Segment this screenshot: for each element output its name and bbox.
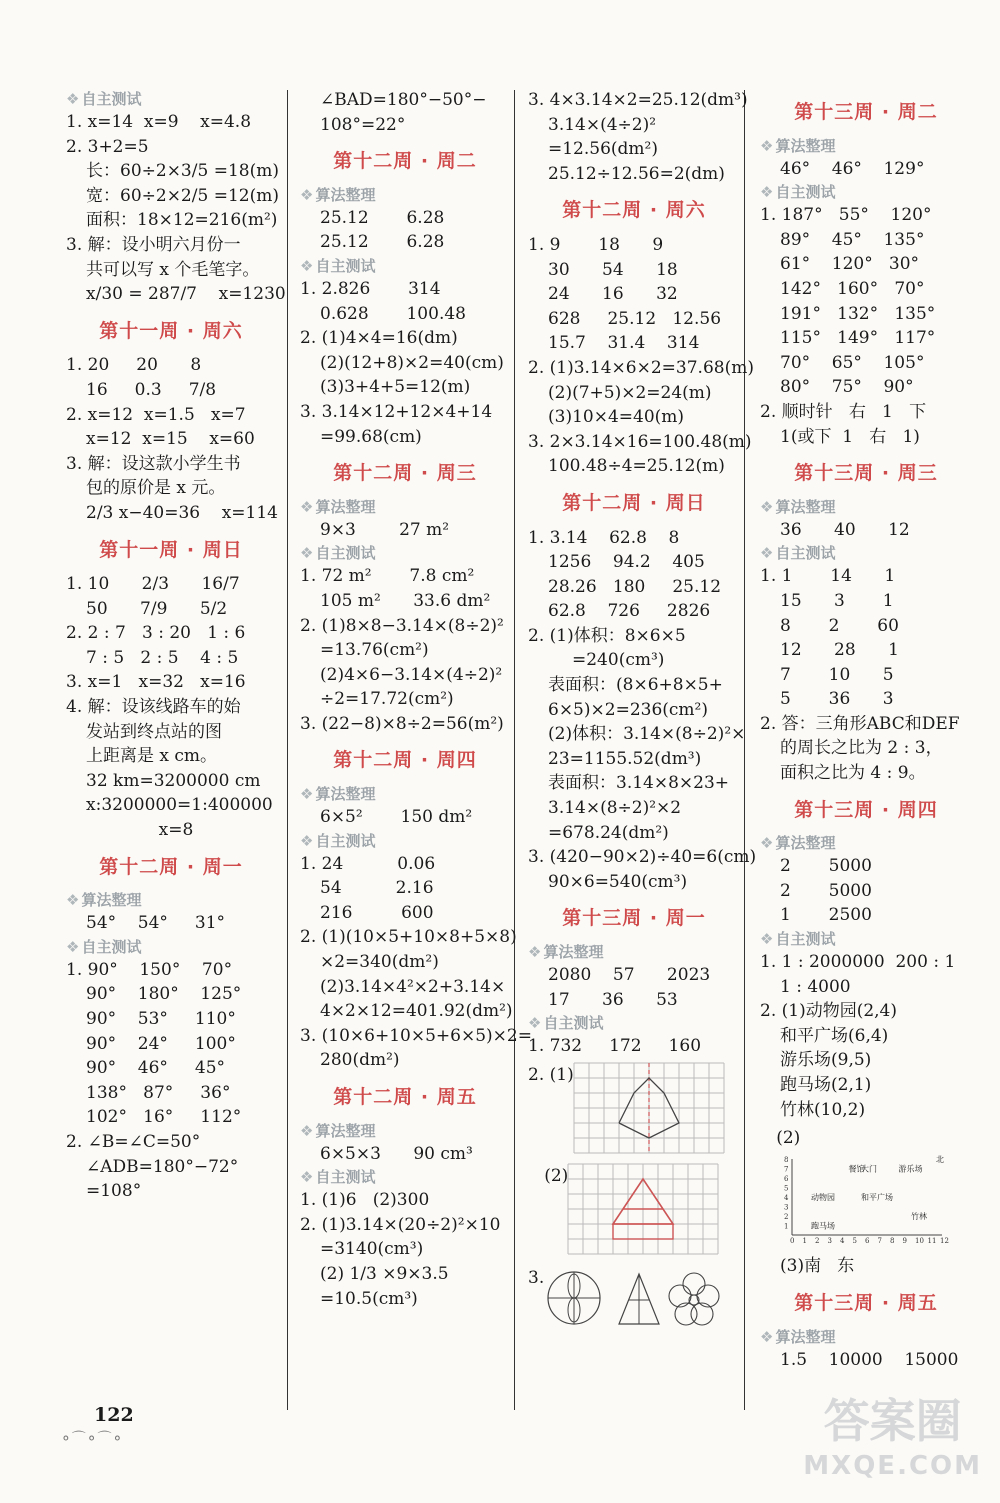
answer-line: 1.5 10000 15000	[780, 1349, 959, 1370]
subsection-label-text: 自主测试	[81, 937, 142, 956]
answer-line: 3. 3.14×12+12×4+14	[300, 401, 493, 422]
subsection-label	[760, 832, 972, 854]
column-divider	[514, 90, 515, 1410]
svg-text:11: 11	[927, 1236, 937, 1245]
subsection-label	[760, 542, 972, 564]
figure-box	[544, 1266, 724, 1340]
subsection-label-text: 自主测试	[543, 1014, 604, 1033]
answer-column-2	[300, 88, 532, 1311]
answer-line: 2. 3+2=5	[66, 136, 149, 157]
section-heading: 第十二周 · 周日	[562, 491, 706, 514]
answer-line: 3.14×(4÷2)²	[548, 114, 657, 135]
answer-line: 280(dm²)	[320, 1050, 400, 1071]
answer-line: 的周长之比为 2 : 3，	[780, 738, 943, 759]
answer-line: 3. 2×3.14×16=100.48(m)	[528, 431, 752, 452]
svg-text:5: 5	[852, 1236, 857, 1245]
map-label: 大门	[861, 1164, 877, 1174]
answer-column-4	[760, 88, 972, 1372]
answer-line: 102° 16° 112°	[86, 1107, 242, 1128]
section-heading: 第十二周 · 周四	[333, 749, 477, 772]
answer-line: =10.5(cm³)	[320, 1288, 418, 1309]
svg-text:1: 1	[784, 1222, 789, 1231]
answer-line: 30 54 18	[548, 259, 678, 280]
answer-line: 2. (1)8×8−3.14×(8÷2)²	[300, 615, 504, 636]
answer-line: 1(或下 1 右 1)	[780, 426, 920, 447]
answer-line: 28.26 180 25.12	[548, 576, 722, 597]
answer-line: 216 600	[320, 902, 434, 923]
answer-line: 5 36 3	[780, 689, 894, 710]
answer-line: 54 2.16	[320, 878, 434, 899]
subsection-label	[300, 783, 510, 805]
svg-text:5: 5	[784, 1184, 789, 1193]
answer-line: 12 28 1	[780, 640, 899, 661]
subsection-label-text: 算法整理	[315, 1121, 376, 1140]
figure-box	[760, 1151, 949, 1251]
answer-line: 2. 2 : 7 3 : 20 1 : 6	[66, 623, 246, 644]
svg-text:0: 0	[790, 1236, 795, 1245]
answer-line: 2 5000	[780, 856, 872, 877]
subsection-label	[760, 181, 972, 203]
subsection-label-text: 算法整理	[775, 497, 836, 516]
answer-line: 3. 解：设这款小学生书	[66, 453, 241, 474]
svg-text:10: 10	[915, 1236, 924, 1245]
answer-line: 16 0.3 7/8	[86, 379, 217, 400]
answer-line: 长：60÷2×3/5 =18(m)	[86, 161, 279, 182]
subsection-label	[760, 1326, 972, 1348]
map-label: 游乐场	[898, 1164, 923, 1174]
answer-line: 115° 149° 117°	[780, 328, 936, 349]
diamond-bullet-icon: ❖	[66, 891, 80, 910]
svg-text:3: 3	[827, 1236, 832, 1245]
answer-line: x:3200000=1:400000	[86, 795, 273, 816]
subsection-label-text: 自主测试	[315, 831, 376, 850]
section-heading: 第十三周 · 周二	[794, 101, 938, 123]
answer-line: (3)10×4=40(m)	[548, 407, 685, 428]
answer-column-3	[528, 88, 757, 1344]
svg-text:7: 7	[784, 1165, 789, 1174]
answer-line: 2. x=12 x=1.5 x=7	[66, 404, 246, 425]
answer-line: 1. 187° 55° 120°	[760, 205, 932, 226]
answer-line: 面积：18×12=216(m²)	[86, 210, 278, 231]
subsection-label-text: 算法整理	[81, 891, 142, 910]
diamond-bullet-icon: ❖	[760, 497, 774, 516]
subsection-label	[66, 936, 276, 958]
subsection-label-text: 自主测试	[775, 930, 836, 949]
answer-line: 包的原价是 x 元。	[86, 478, 226, 499]
page-number: 122	[94, 1404, 134, 1426]
answer-line: 1. 1 : 2000000 200 : 1	[760, 952, 956, 973]
svg-text:7: 7	[877, 1236, 882, 1245]
answer-line: 1. 732 172 160	[528, 1036, 702, 1057]
answer-line: 4×2×12=401.92(dm²)	[320, 1001, 513, 1022]
section-heading: 第十二周 · 周五	[333, 1086, 477, 1108]
subsection-label-text: 自主测试	[81, 90, 142, 108]
diamond-bullet-icon: ❖	[300, 497, 314, 516]
answer-line: 36 40 12	[780, 519, 910, 540]
answer-line: 90° 180° 125°	[86, 984, 242, 1005]
answer-line: 2080 57 2023	[548, 965, 711, 985]
watermark-logo	[803, 1385, 982, 1481]
figure-answer-label: (2)	[528, 1166, 569, 1187]
diamond-bullet-icon: ❖	[528, 1014, 542, 1033]
answer-line: 1. 1 14 1	[760, 566, 896, 587]
answer-line: 1. 2.826 314	[300, 278, 441, 299]
answer-line: 25.12 6.28	[320, 207, 445, 228]
answer-line: ×2=340(dm²)	[320, 952, 439, 973]
answer-line: 80° 75° 90°	[780, 377, 914, 398]
subsection-label	[300, 496, 510, 518]
answer-line: 90° 53° 110°	[86, 1009, 236, 1029]
answer-line: (2) 1/3 ×9×3.5	[320, 1263, 449, 1284]
subsection-label-text: 算法整理	[543, 943, 604, 961]
answer-line: 9×3 27 m²	[320, 519, 450, 540]
diamond-bullet-icon: ❖	[300, 831, 314, 850]
subsection-label	[300, 1120, 510, 1142]
answer-line: 24 16 32	[548, 284, 678, 305]
subsection-label	[528, 941, 740, 963]
answer-line: =108°	[86, 1181, 142, 1202]
answer-line: 1256 94.2 405	[548, 552, 705, 573]
subsection-label-text: 算法整理	[775, 834, 836, 853]
section-heading: 第十二周 · 周三	[333, 462, 477, 485]
svg-text:6: 6	[865, 1236, 870, 1245]
answer-line: (3)南 东	[780, 1256, 855, 1277]
answer-line: 138° 87° 36°	[86, 1082, 231, 1103]
answer-line: ∠BAD=180°−50°−	[320, 90, 487, 110]
figure-answer-label: 3.	[528, 1267, 545, 1288]
answer-line: 15 3 1	[780, 590, 894, 611]
answer-line: 50 7/9 5/2	[86, 598, 228, 619]
svg-text:2: 2	[815, 1236, 820, 1245]
svg-text:4: 4	[784, 1193, 789, 1202]
svg-text:9: 9	[902, 1236, 907, 1245]
answer-line: 1. 3.14 62.8 8	[528, 527, 680, 548]
answer-line: 1. (1)6 (2)300	[300, 1190, 430, 1211]
section-heading: 第十二周 · 周二	[333, 150, 477, 173]
subsection-label	[300, 830, 510, 852]
answer-line: 1. 72 m² 7.8 cm²	[300, 566, 475, 587]
figure-answer	[528, 1164, 740, 1262]
figure-answer	[760, 1126, 972, 1250]
answer-line: 2. (1)动物园(2,4)	[760, 1001, 898, 1022]
answer-line: 90° 24° 100°	[86, 1033, 236, 1054]
answer-line: 1. 24 0.06	[300, 853, 436, 874]
answer-line: 游乐场(9,5)	[780, 1050, 872, 1071]
answer-line: 1. 20 20 8	[66, 355, 202, 376]
answer-line: (2)体积：3.14×(8÷2)²×	[548, 724, 746, 745]
answer-line: 32 km=3200000 cm	[86, 770, 261, 791]
answer-line: ÷2=17.72(cm²)	[320, 689, 454, 710]
answer-line: 2. (1)4×4=16(dm)	[300, 328, 458, 349]
answer-line: 和平广场(6,4)	[780, 1025, 889, 1046]
pattern-shapes-figure	[544, 1266, 724, 1332]
section-heading: 第十一周 · 周六	[99, 319, 243, 342]
diamond-bullet-icon: ❖	[760, 136, 774, 155]
figure-answer	[528, 1266, 740, 1340]
figure-answer-label: (2)	[760, 1128, 801, 1149]
answer-line: 100.48÷4=25.12(m)	[548, 456, 725, 477]
diamond-bullet-icon: ❖	[760, 930, 774, 949]
diamond-bullet-icon: ❖	[300, 544, 314, 563]
svg-text:4: 4	[840, 1236, 845, 1245]
subsection-label-text: 算法整理	[775, 1327, 836, 1346]
figure-box	[574, 1063, 724, 1161]
answer-line: 1. 90° 150° 70°	[66, 959, 233, 980]
answer-line: (3)3+4+5=12(m)	[320, 377, 471, 398]
answer-line: 3. (10×6+10×5+6×5)×2=	[300, 1025, 532, 1046]
answer-line: 105 m² 33.6 dm²	[320, 590, 491, 611]
diamond-bullet-icon: ❖	[300, 1121, 314, 1140]
coordinate-map-figure	[760, 1151, 949, 1245]
answer-line: 面积之比为 4 : 9。	[780, 763, 926, 784]
subsection-label-text: 算法整理	[315, 785, 376, 804]
section-heading: 第十三周 · 周三	[794, 462, 938, 485]
answer-line: 23=1155.52(dm³)	[548, 748, 702, 769]
answer-line: 竹林(10,2)	[780, 1099, 866, 1120]
answer-line: 1. 10 2/3 16/7	[66, 574, 240, 595]
answer-line: 3. x=1 x=32 x=16	[66, 672, 246, 693]
subsection-label	[300, 542, 510, 564]
answer-line: 17 36 53	[548, 989, 678, 1010]
watermark-title: 答案圈	[823, 1394, 962, 1448]
answer-line: 628 25.12 12.56	[548, 308, 722, 329]
answer-line: 2. (1)3.14×6×2=37.68(m)	[528, 357, 754, 378]
subsection-label	[66, 88, 276, 110]
diamond-bullet-icon: ❖	[66, 937, 80, 956]
answer-line: =99.68(cm)	[320, 426, 422, 447]
answer-line: 3. (22−8)×8÷2=56(m²)	[300, 713, 504, 734]
watermark-url: MXQE.COM	[803, 1451, 982, 1481]
answer-line: 1. x=14 x=9 x=4.8	[66, 112, 252, 132]
subsection-label-text: 算法整理	[315, 497, 376, 516]
answer-line: 2. (1)体积：8×6×5	[528, 625, 686, 646]
answer-line: 142° 160° 70°	[780, 278, 925, 299]
answer-line: x=12 x=15 x=60	[86, 429, 255, 450]
map-label: 动物园	[811, 1192, 835, 1202]
svg-text:8: 8	[784, 1155, 789, 1164]
diamond-bullet-icon: ❖	[300, 1168, 314, 1187]
answer-line: 表面积：(8×6+8×5+	[548, 675, 723, 696]
svg-text:12: 12	[940, 1236, 949, 1245]
diamond-bullet-icon: ❖	[760, 183, 774, 202]
section-heading: 第十三周 · 周一	[562, 907, 706, 930]
diamond-bullet-icon: ❖	[760, 834, 774, 853]
column-divider	[287, 90, 288, 1410]
answer-line: 1 2500	[780, 905, 872, 926]
answer-line: 2. ∠B=∠C=50°	[66, 1131, 201, 1152]
answer-line: 108°=22°	[320, 114, 406, 135]
answer-line: (2)(7+5)×2=24(m)	[548, 382, 712, 403]
answer-line: 25.12 6.28	[320, 232, 445, 253]
subsection-label-text: 自主测试	[315, 1168, 376, 1187]
subsection-label	[760, 496, 972, 518]
answer-line: =13.76(cm²)	[320, 640, 429, 661]
answer-line: 共可以写 x 个毛笔字。	[86, 259, 260, 280]
answer-line: 3. 解：设小明六月份一	[66, 234, 241, 255]
diamond-bullet-icon: ❖	[300, 185, 314, 204]
subsection-label-text: 自主测试	[315, 256, 376, 275]
diamond-bullet-icon: ❖	[528, 943, 542, 961]
answer-line: 90° 46° 45°	[86, 1058, 226, 1079]
column-divider	[744, 90, 745, 1410]
answer-line: x/30 = 287/7 x=1230	[86, 284, 286, 305]
answer-line: 3. 4×3.14×2=25.12(dm³)	[528, 90, 748, 110]
map-label: 竹林	[911, 1211, 927, 1221]
answer-line: (2)(12+8)×2=40(cm)	[320, 352, 504, 373]
answer-line: 2/3 x−40=36 x=114	[86, 502, 278, 523]
answer-line: 跑马场(2,1)	[780, 1075, 872, 1095]
answer-line: =240(cm³)	[572, 650, 665, 671]
answer-line: 6×5)×2=236(cm²)	[548, 699, 708, 720]
answer-line: 7 : 5 2 : 5 4 : 5	[86, 647, 239, 668]
answer-line: 2. 答：三角形ABC和DEF	[760, 713, 960, 734]
answer-line: 2. (1)3.14×(20÷2)²×10	[300, 1214, 501, 1235]
svg-text:1: 1	[802, 1236, 807, 1245]
figure-answer-label: 2. (1)	[528, 1064, 574, 1085]
svg-text:6: 6	[784, 1174, 789, 1183]
subsection-label-text: 算法整理	[315, 185, 376, 204]
answer-line: 89° 45° 135°	[780, 229, 925, 250]
diamond-bullet-icon: ❖	[760, 1327, 774, 1346]
answer-line: 25.12÷12.56=2(dm)	[548, 163, 725, 184]
svg-text:8: 8	[890, 1236, 895, 1245]
answer-line: 2 5000	[780, 880, 872, 901]
answer-line: =12.56(dm²)	[548, 139, 658, 160]
answer-line: 1. 9 18 9	[528, 234, 664, 255]
map-label: 餐馆	[848, 1164, 865, 1174]
figure-answer	[528, 1063, 740, 1161]
section-heading: 第十二周 · 周六	[562, 199, 706, 222]
section-heading: 第十三周 · 周四	[794, 798, 938, 821]
diamond-bullet-icon: ❖	[300, 256, 314, 275]
answer-line: 70° 65° 105°	[780, 352, 925, 373]
diamond-bullet-icon: ❖	[300, 785, 314, 804]
answer-line: 上距离是 x cm。	[86, 746, 218, 767]
map-label: 北	[936, 1154, 944, 1164]
answer-column-1	[66, 88, 286, 1204]
subsection-label-text: 自主测试	[775, 183, 836, 202]
section-heading: 第十一周 · 周日	[99, 538, 243, 561]
figure-box	[568, 1164, 718, 1262]
answer-line: 3. (420−90×2)÷40=6(cm)	[528, 847, 757, 868]
diamond-bullet-icon: ❖	[66, 90, 80, 108]
translation-grid-figure	[568, 1164, 718, 1254]
map-label: 跑马场	[811, 1221, 835, 1231]
answer-line: 7 10 5	[780, 664, 894, 685]
answer-line: 2. 顺时针 右 1 下	[760, 401, 927, 422]
answer-line: 4. 解：设该线路车的始	[66, 697, 241, 718]
subsection-label	[760, 135, 972, 157]
answer-line: 6×5² 150 dm²	[320, 807, 473, 828]
answer-line: 46° 46° 129°	[780, 158, 925, 179]
answer-line: ∠ADB=180°−72°	[86, 1156, 239, 1177]
answer-line: 90×6=540(cm³)	[548, 871, 688, 892]
svg-text:2: 2	[784, 1212, 789, 1221]
subsection-label	[528, 1012, 740, 1034]
answer-line: (2)3.14×4²×2+3.14×	[320, 976, 506, 997]
subsection-label	[300, 184, 510, 206]
answer-line: 0.628 100.48	[320, 303, 466, 324]
answer-line: 3.14×(8÷2)²×2	[548, 798, 682, 819]
answer-line: 2. (1)(10×5+10×8+5×8)	[300, 927, 517, 948]
answer-line: 62.8 726 2826	[548, 601, 711, 622]
answer-line: =3140(cm³)	[320, 1239, 424, 1260]
subsection-label	[66, 889, 276, 911]
symmetry-grid-figure	[574, 1063, 724, 1153]
answer-line: 191° 132° 135°	[780, 303, 936, 324]
answer-line: (2)4×6−3.14×(4÷2)²	[320, 664, 503, 685]
map-label: 和平广场	[861, 1192, 893, 1202]
answer-line: =678.24(dm²)	[548, 822, 669, 843]
section-heading: 第十二周 · 周一	[99, 855, 243, 878]
answer-line: 宽：60÷2×2/5 =12(m)	[86, 185, 279, 206]
answer-line: 54° 54° 31°	[86, 913, 226, 934]
answer-line: 61° 120° 30°	[780, 254, 920, 275]
subsection-label-text: 自主测试	[775, 544, 836, 563]
answer-line: x=8	[110, 820, 194, 841]
diamond-bullet-icon: ❖	[760, 544, 774, 563]
subsection-label	[760, 928, 972, 950]
answer-line: 发站到终点站的图	[86, 721, 222, 742]
decorative-doodle-icon: ⚬⌒⚬⌒⚬	[60, 1431, 124, 1447]
subsection-label-text: 算法整理	[775, 136, 836, 155]
answer-line: 6×5×3 90 cm³	[320, 1143, 473, 1164]
answer-line: 1 : 4000	[780, 976, 851, 997]
subsection-label	[300, 255, 510, 277]
answer-line: 8 2 60	[780, 615, 899, 636]
subsection-label-text: 自主测试	[315, 544, 376, 563]
answer-line: 表面积：3.14×8×23+	[548, 773, 730, 794]
subsection-label	[300, 1166, 510, 1188]
section-heading: 第十三周 · 周五	[794, 1291, 938, 1314]
svg-text:3: 3	[784, 1203, 789, 1212]
answer-line: 15.7 31.4 314	[548, 333, 700, 354]
